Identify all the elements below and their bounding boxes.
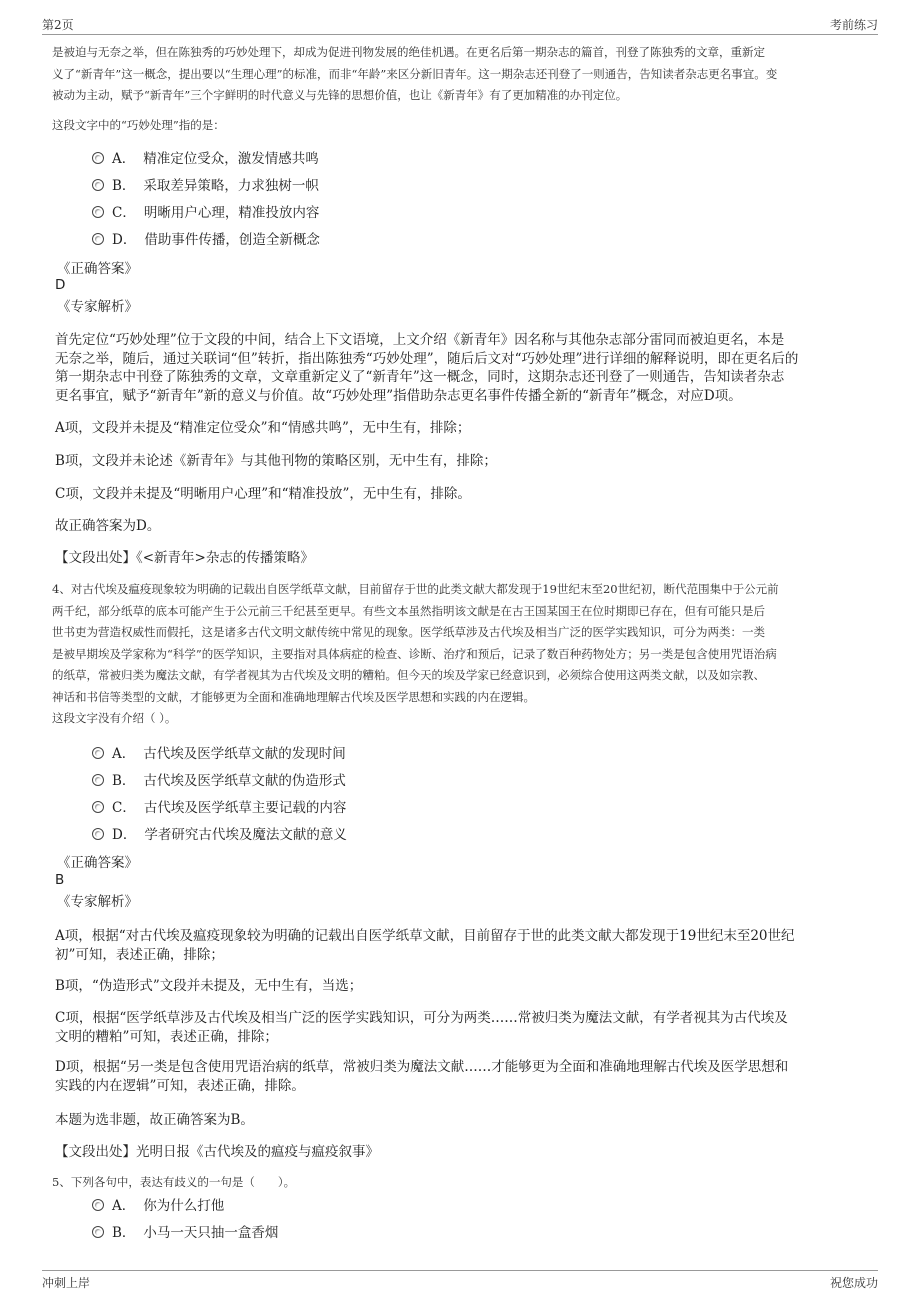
q4-analysis-a: A项，根据“对古代埃及瘟疫现象较为明确的记载出自医学纸草文献，目前留存于世的此类文献大都发现于19世纪末至20世纪 初”可知，表述正确，排除； bbox=[55, 928, 795, 963]
radio-icon[interactable] bbox=[92, 233, 104, 245]
q3-exclusion-a: A项，文段并未提及“精准定位受众”和“情感共鸣”，无中生有，排除； bbox=[55, 420, 471, 436]
q4-analysis-label: 《专家解析》 bbox=[57, 894, 138, 910]
q4-answer-label: 《正确答案》 bbox=[57, 855, 138, 871]
q3-passage-line: 是被迫与无奈之举，但在陈独秀的巧妙处理下，却成为促进刊物发展的绝佳机遇。在更名后第一期杂志的篇首，刊登了陈独秀的文章，重新定 bbox=[52, 45, 765, 59]
q4-passage-line: 的纸草，常被归类为魔法文献，有学者视其为古代埃及文明的糟粕。但今天的埃及学家已经意识到，必须综合使用这两类文献，以及如宗教、 bbox=[52, 668, 765, 682]
q4-passage-line: 4、对古代埃及瘟疫现象较为明确的记载出自医学纸草文献，目前留存于世的此类文献大都发现于19世纪末至20世纪初，断代范围集中于公元前 bbox=[52, 582, 779, 596]
q4-question: 这段文字没有介绍（ ）。 bbox=[52, 711, 177, 725]
radio-icon[interactable] bbox=[92, 152, 104, 164]
header-title: 考前练习 bbox=[829, 18, 878, 32]
q3-question: 这段文字中的“巧妙处理”指的是： bbox=[52, 118, 225, 132]
q4-option-c[interactable]: C． 古代埃及医学纸草主要记载的内容 bbox=[92, 799, 346, 817]
q3-passage-line: 被动为主动，赋予“新青年”三个字鲜明的时代意义与先锋的思想价值，也让《新青年》有了更加精准的办刊定位。 bbox=[52, 88, 628, 102]
q4-passage-line: 世书吏为营造权威性而假托，这是诸多古代文明文献传统中常见的现象。医学纸草涉及古代埃及相当广泛的医学实践知识，可分为两类：一类 bbox=[52, 625, 765, 639]
page-header bbox=[42, 14, 878, 35]
q4-passage-line: 神话和书信等类型的文献，才能够更为全面和准确地理解古代埃及医学思想和实践的内在逻辑。 bbox=[52, 689, 535, 704]
q3-option-b[interactable]: B． 采取差异策略，力求独树一帜 bbox=[92, 177, 319, 195]
q5-option-a[interactable]: A． 你为什么打他 bbox=[92, 1197, 224, 1215]
q4-passage-line: 两千纪，部分纸草的底本可能产生于公元前三千纪甚至更早。有些文本虽然指明该文献是在古王国某国王在位时期即已存在，但有可能只是后 bbox=[52, 603, 765, 618]
q5-question: 5、下列各句中，表达有歧义的一句是（ ）。 bbox=[52, 1175, 296, 1189]
q3-passage bbox=[52, 42, 868, 107]
q3-exclusion-b: B项，文段并未论述《新青年》与其他刊物的策略区别，无中生有，排除； bbox=[55, 453, 497, 469]
q3-answer: D bbox=[55, 277, 66, 293]
q3-analysis-line: 首先定位“巧妙处理”位于文段的中间，结合上下文语境，上文介绍《新青年》因名称与其他杂志部分雷同而被迫更名，本是 bbox=[55, 332, 785, 348]
q3-analysis bbox=[55, 331, 863, 405]
radio-icon[interactable] bbox=[92, 774, 104, 786]
q3-analysis-line: 更名事宜，赋予“新青年”新的意义与价值。故“巧妙处理”指借助杂志更名事件传播全新的“新青年”概念，对应D项。 bbox=[55, 387, 742, 404]
q4-analysis-c: C项，根据“医学纸草涉及古代埃及相当广泛的医学实践知识，可分为两类……常被归类为魔法文献，有学者视其为古代埃及 文明的糟粕”可知，表述正确，排除； bbox=[55, 1010, 788, 1045]
q4-conclusion: 本题为选非题，故正确答案为B。 bbox=[55, 1112, 254, 1128]
radio-icon[interactable] bbox=[92, 747, 104, 759]
q3-option-d[interactable]: D． 借助事件传播，创造全新概念 bbox=[92, 231, 320, 249]
footer-right-text: 祝您成功 bbox=[829, 1276, 878, 1290]
q3-passage-line: 义了“新青年”这一概念，提出要以“生理心理”的标准，而非“年龄”来区分新旧青年。这一期杂志还刊登了一则通告，告知读者杂志更名事宜。变 bbox=[52, 66, 778, 81]
radio-icon[interactable] bbox=[92, 1226, 104, 1238]
q3-option-a[interactable]: A． 精准定位受众，激发情感共鸣 bbox=[92, 150, 319, 168]
q4-analysis-b: B项，“伪造形式”文段并未提及，无中生有，当选； bbox=[55, 978, 363, 994]
q3-exclusion-c: C项，文段并未提及“明晰用户心理”和“精准投放”，无中生有，排除。 bbox=[55, 486, 471, 502]
radio-icon[interactable] bbox=[92, 1199, 104, 1211]
q4-answer: B bbox=[55, 872, 65, 888]
page-footer bbox=[42, 1270, 878, 1291]
q3-source: 【文段出处】《<新青年>杂志的传播策略》 bbox=[55, 550, 314, 566]
footer-left-text: 冲刺上岸 bbox=[42, 1276, 91, 1290]
q3-analysis-label: 《专家解析》 bbox=[57, 299, 138, 315]
q3-analysis-line: 无奈之举，随后，通过关联词“但”转折，指出陈独秀“巧妙处理”，随后后文对“巧妙处理”进行详细的解释说明，即在更名后的 bbox=[55, 350, 799, 367]
q4-option-d[interactable]: D． 学者研究古代埃及魔法文献的意义 bbox=[92, 826, 347, 844]
radio-icon[interactable] bbox=[92, 179, 104, 191]
q4-source: 【文段出处】光明日报《古代埃及的瘟疫与瘟疫叙事》 bbox=[55, 1144, 379, 1160]
q3-conclusion: 故正确答案为D。 bbox=[55, 518, 161, 534]
q3-option-c[interactable]: C． 明晰用户心理，精准投放内容 bbox=[92, 204, 319, 222]
radio-icon[interactable] bbox=[92, 828, 104, 840]
q4-option-a[interactable]: A． 古代埃及医学纸草文献的发现时间 bbox=[92, 745, 346, 763]
radio-icon[interactable] bbox=[92, 206, 104, 218]
radio-icon[interactable] bbox=[92, 801, 104, 813]
q3-answer-label: 《正确答案》 bbox=[57, 261, 138, 277]
q4-passage bbox=[52, 579, 868, 708]
q4-analysis-d: D项，根据“另一类是包含使用咒语治病的纸草，常被归类为魔法文献……才能够更为全面和准确地理解古代埃及医学思想和 实践的内在逻辑”可知，表述正确，排除。 bbox=[55, 1059, 789, 1094]
q4-passage-line: 是被早期埃及学家称为“科学”的医学知识，主要指对具体病症的检查、诊断、治疗和预后，记录了数百种药物处方；另一类是包含使用咒语治病 bbox=[52, 646, 777, 661]
q3-analysis-line: 第一期杂志中刊登了陈独秀的文章，文章重新定义了“新青年”这一概念，同时，这期杂志还刊登了一则通告，告知读者杂志 bbox=[55, 369, 785, 385]
page-number: 第2页 bbox=[42, 18, 74, 32]
q4-option-b[interactable]: B． 古代埃及医学纸草文献的伪造形式 bbox=[92, 772, 346, 790]
q5-option-b[interactable]: B． 小马一天只抽一盒香烟 bbox=[92, 1224, 278, 1242]
